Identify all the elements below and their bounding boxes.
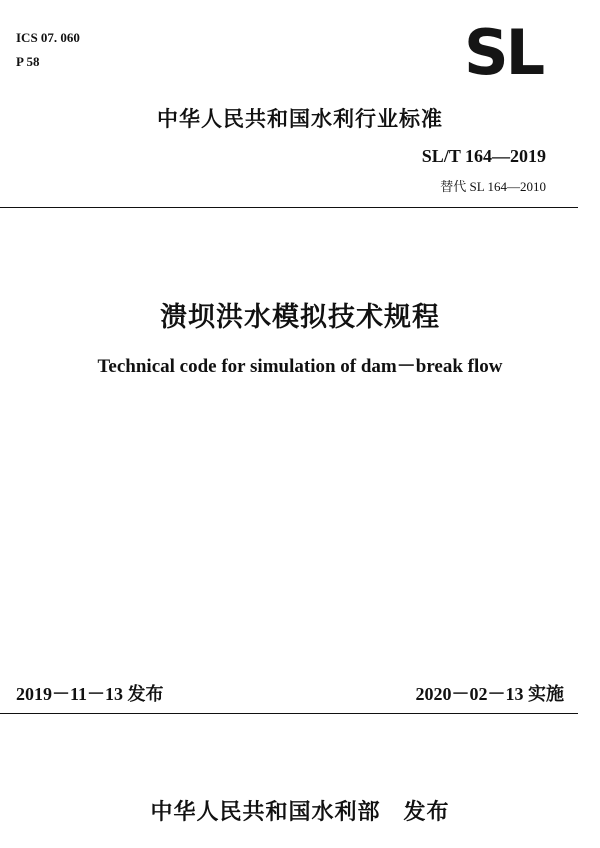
header-divider	[0, 207, 578, 208]
implementation-date: 2020－02－13 实施	[415, 684, 564, 704]
title-english: Technical code for simulation of dam－break flow	[97, 356, 503, 377]
ics-code: ICS 07. 060	[16, 30, 80, 45]
issue-date: 2019－11－13 发布	[16, 684, 164, 704]
sl-logo: SL	[464, 16, 543, 89]
replaces-standard: 替代 SL 164—2010	[440, 179, 546, 194]
footer-divider	[0, 713, 578, 714]
standard-category: 中华人民共和国水利行业标准	[157, 107, 443, 131]
publisher: 中华人民共和国水利部 发布	[150, 800, 450, 825]
title-chinese: 溃坝洪水模拟技术规程	[160, 302, 440, 333]
p-code: P 58	[16, 54, 40, 69]
standard-number: SL/T 164—2019	[421, 146, 546, 166]
